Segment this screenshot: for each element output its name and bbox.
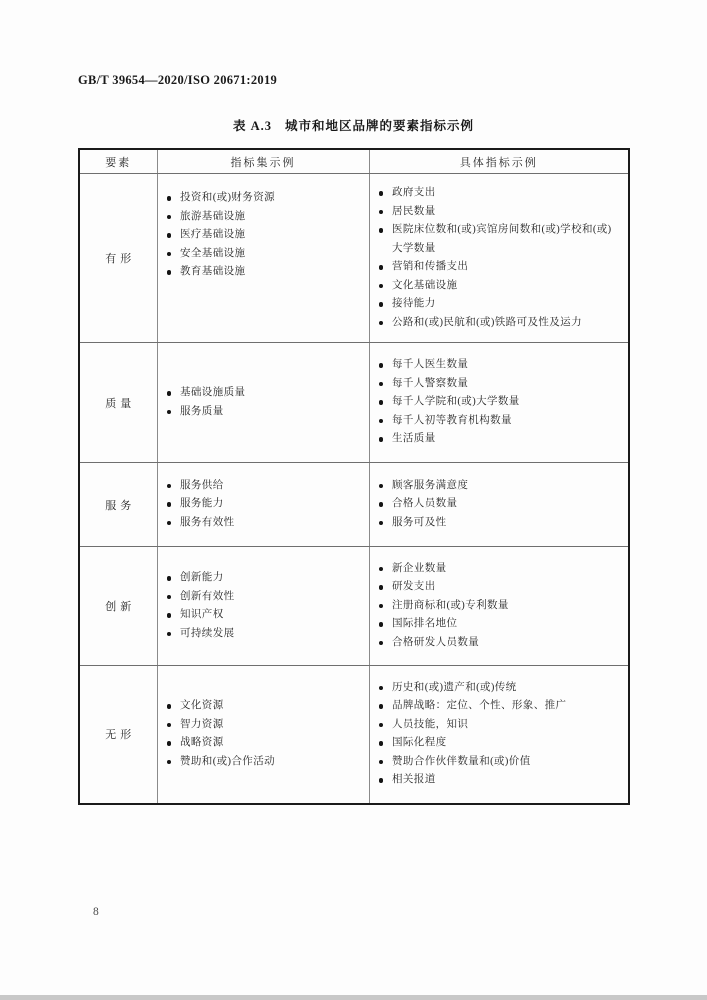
table-row-service xyxy=(79,463,629,547)
bullet-icon xyxy=(379,778,384,783)
bullet-item xyxy=(160,208,366,227)
bullet-item-text: 智力资源 xyxy=(180,718,224,730)
bullet-item xyxy=(160,569,366,588)
bullet-icon xyxy=(379,363,384,368)
bullet-item xyxy=(372,477,626,496)
table-caption xyxy=(0,116,707,134)
bullet-item-text: 知识产权 xyxy=(180,609,224,620)
bullet-icon xyxy=(167,521,172,526)
bullet-item-text: 旅游基础设施 xyxy=(180,210,246,222)
bullet-icon xyxy=(167,270,172,275)
bullet-icon xyxy=(167,391,172,396)
bullet-icon xyxy=(167,196,172,201)
bullet-item-text: 服务有效性 xyxy=(180,516,235,528)
specific-indicator-list xyxy=(369,463,629,547)
bullet-item-text: 文化基础设施 xyxy=(392,279,458,291)
bullet-item-text: 服务供给 xyxy=(180,479,224,491)
bullet-icon xyxy=(167,233,172,238)
bullet-icon xyxy=(167,723,172,728)
bullet-item xyxy=(372,393,626,412)
bullet-icon xyxy=(379,521,384,526)
bullet-item xyxy=(160,734,366,753)
bullet-item xyxy=(372,356,626,375)
bullet-item-text: 安全基础设施 xyxy=(180,247,246,259)
bullet-item xyxy=(160,477,366,496)
bullet-item xyxy=(372,734,626,753)
element-label: 质量 xyxy=(79,343,157,463)
bullet-icon xyxy=(379,265,384,270)
bullet-icon xyxy=(379,567,384,572)
bullet-item xyxy=(160,403,366,422)
bullet-icon xyxy=(379,484,384,489)
bullet-item xyxy=(372,771,626,790)
bullet-icon xyxy=(379,723,384,728)
bullet-item xyxy=(372,716,626,735)
bullet-icon xyxy=(379,686,384,691)
bullet-icon xyxy=(167,760,172,765)
bullet-icon xyxy=(167,741,172,746)
bullet-item-text: 顾客服务满意度 xyxy=(392,479,469,491)
bullet-item xyxy=(160,753,366,772)
bullet-item xyxy=(372,295,626,314)
bullet-icon xyxy=(167,632,172,637)
bullet-icon xyxy=(167,484,172,489)
bullet-icon xyxy=(167,595,172,600)
bullet-item xyxy=(160,189,366,208)
specific-indicator-list xyxy=(369,547,629,666)
bullet-item-text: 医疗基础设施 xyxy=(180,229,246,240)
bullet-item-text: 生活质量 xyxy=(392,433,436,445)
bullet-icon xyxy=(167,215,172,220)
bullet-icon xyxy=(379,741,384,746)
bullet-item-text: 文化资源 xyxy=(180,700,224,712)
bullet-item xyxy=(372,634,626,653)
bullet-item xyxy=(160,697,366,716)
bullet-item-text: 营销和传播支出 xyxy=(392,261,469,272)
bullet-item-text: 基础设施质量 xyxy=(180,387,246,398)
bullet-item xyxy=(372,258,626,277)
column-header-specific-indicators: 具体指标示例 xyxy=(369,149,629,174)
bullet-item-text: 赞助合作伙伴数量和(或)价值 xyxy=(392,755,531,767)
bullet-icon xyxy=(379,191,384,196)
table-row-quality xyxy=(79,343,629,463)
bullet-item xyxy=(372,753,626,772)
bullet-icon xyxy=(379,622,384,627)
bullet-item xyxy=(160,263,366,282)
bullet-item-text: 每千人警察数量 xyxy=(392,377,469,389)
bullet-item xyxy=(372,615,626,634)
bullet-item-text: 教育基础设施 xyxy=(180,266,246,277)
bullet-item-text: 人员技能，知识 xyxy=(392,718,469,730)
bullet-icon xyxy=(167,502,172,507)
indicator-set-list xyxy=(157,343,369,463)
bullet-icon xyxy=(379,382,384,387)
specific-indicator-list xyxy=(369,343,629,463)
bullet-icon xyxy=(379,437,384,442)
bullet-item-text: 居民数量 xyxy=(392,205,436,217)
indicator-set-list xyxy=(157,463,369,547)
indicator-set-list xyxy=(157,666,369,804)
bullet-item-text: 创新有效性 xyxy=(180,590,235,602)
bullet-item-text: 赞助和(或)合作活动 xyxy=(180,755,275,767)
bullet-icon xyxy=(379,502,384,507)
table-header-row xyxy=(79,149,629,174)
specific-indicator-list xyxy=(369,666,629,804)
bullet-item xyxy=(160,625,366,644)
bullet-icon xyxy=(167,704,172,709)
table-caption-label: 表 A.3 xyxy=(232,119,272,133)
bullet-item-text: 国际排名地位 xyxy=(392,618,458,630)
table-row-intangible xyxy=(79,666,629,804)
bullet-icon xyxy=(379,210,384,215)
bullet-item-text: 注册商标和(或)专利数量 xyxy=(392,599,509,611)
bullet-item xyxy=(160,384,366,403)
bullet-item-text: 战略资源 xyxy=(180,737,224,749)
bullet-item xyxy=(372,514,626,533)
bullet-item xyxy=(372,221,626,258)
bullet-item-text: 医院床位数和(或)宾馆房间数和(或)学校和(或)大学数量 xyxy=(392,224,612,254)
indicator-set-list xyxy=(157,174,369,343)
bullet-item-text: 投资和(或)财务资源 xyxy=(180,192,275,203)
scan-edge-shadow xyxy=(0,995,707,1000)
bullet-item-text: 创新能力 xyxy=(180,572,224,583)
indicator-set-list xyxy=(157,547,369,666)
bullet-item-text: 历史和(或)遗产和(或)传统 xyxy=(392,681,517,693)
bullet-item xyxy=(372,375,626,394)
bullet-item xyxy=(372,578,626,597)
table-caption-title: 城市和地区品牌的要素指标示例 xyxy=(285,119,475,133)
column-header-indicator-sets: 指标集示例 xyxy=(157,149,369,174)
standard-number: GB/T 39654—2020/ISO 20671:2019 xyxy=(78,73,278,87)
bullet-item xyxy=(160,606,366,625)
bullet-item xyxy=(372,597,626,616)
bullet-item-text: 服务能力 xyxy=(180,498,224,510)
bullet-icon xyxy=(379,704,384,709)
bullet-item-text: 政府支出 xyxy=(392,187,436,198)
column-header-element: 要素 xyxy=(79,149,157,174)
bullet-icon xyxy=(379,585,384,590)
page-number: 8 xyxy=(93,906,99,918)
bullet-icon xyxy=(379,302,384,307)
specific-indicator-list xyxy=(369,174,629,343)
bullet-icon xyxy=(167,613,172,618)
bullet-item xyxy=(160,514,366,533)
table-row-tangible xyxy=(79,174,629,343)
bullet-icon xyxy=(379,400,384,405)
bullet-item xyxy=(160,495,366,514)
bullet-item-text: 服务可及性 xyxy=(392,516,447,528)
bullet-item xyxy=(160,245,366,264)
bullet-item-text: 服务质量 xyxy=(180,405,224,417)
bullet-icon xyxy=(379,228,384,233)
indicator-table xyxy=(78,148,630,805)
bullet-item xyxy=(372,412,626,431)
bullet-item xyxy=(160,716,366,735)
bullet-item-text: 合格人员数量 xyxy=(392,498,458,510)
bullet-item xyxy=(372,430,626,449)
bullet-item xyxy=(372,560,626,579)
bullet-item-text: 接待能力 xyxy=(392,298,436,309)
bullet-item xyxy=(372,314,626,333)
bullet-item-text: 新企业数量 xyxy=(392,562,447,574)
bullet-item xyxy=(372,203,626,222)
element-label: 无形 xyxy=(79,666,157,804)
bullet-item-text: 相关报道 xyxy=(392,774,436,786)
bullet-item xyxy=(372,277,626,296)
bullet-item-text: 公路和(或)民航和(或)铁路可及性及运力 xyxy=(392,316,582,328)
element-label: 服务 xyxy=(79,463,157,547)
bullet-icon xyxy=(167,576,172,581)
bullet-item xyxy=(372,697,626,716)
bullet-icon xyxy=(379,760,384,765)
bullet-item-text: 可持续发展 xyxy=(180,627,235,639)
bullet-item xyxy=(372,679,626,698)
element-label: 创新 xyxy=(79,547,157,666)
bullet-item-text: 国际化程度 xyxy=(392,737,447,749)
bullet-item-text: 每千人医生数量 xyxy=(392,359,469,371)
bullet-item-text: 品牌战略：定位、个性、形象、推广 xyxy=(392,700,567,712)
element-label: 有形 xyxy=(79,174,157,343)
bullet-item xyxy=(372,184,626,203)
bullet-icon xyxy=(379,419,384,424)
bullet-icon xyxy=(167,252,172,257)
bullet-icon xyxy=(379,321,384,326)
bullet-icon xyxy=(167,410,172,415)
bullet-item xyxy=(372,495,626,514)
bullet-item xyxy=(160,588,366,607)
bullet-item xyxy=(160,226,366,245)
bullet-item-text: 每千人学院和(或)大学数量 xyxy=(392,396,520,408)
bullet-item-text: 研发支出 xyxy=(392,581,436,593)
bullet-item-text: 合格研发人员数量 xyxy=(392,636,480,648)
table-row-innovation xyxy=(79,547,629,666)
bullet-icon xyxy=(379,604,384,609)
bullet-icon xyxy=(379,284,384,289)
bullet-icon xyxy=(379,641,384,646)
bullet-item-text: 每千人初等教育机构数量 xyxy=(392,414,512,426)
